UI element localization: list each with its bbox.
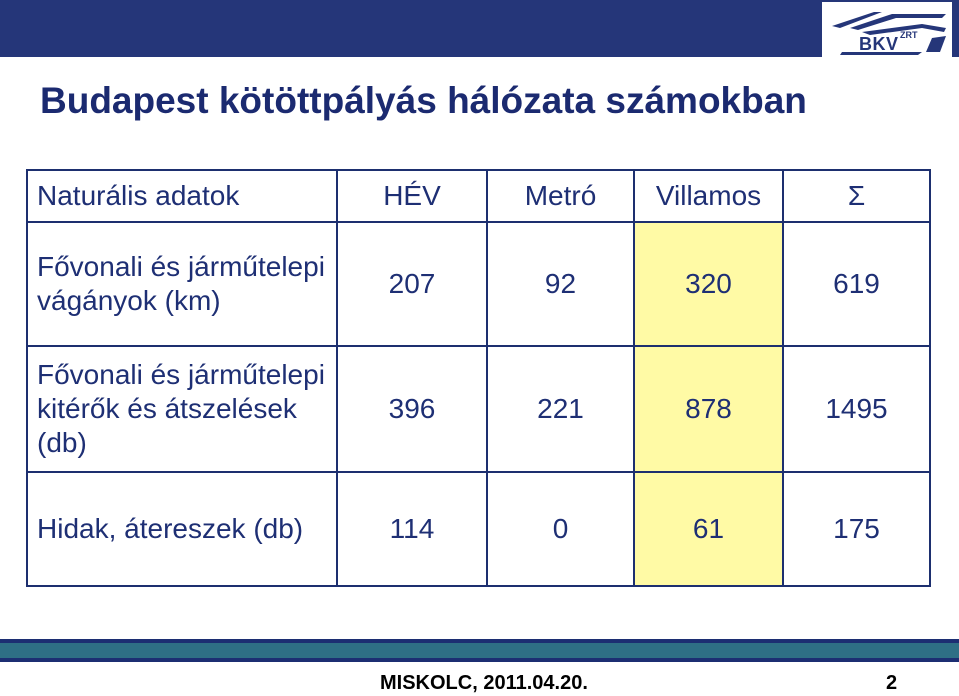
table-header-row [27, 170, 930, 222]
table-cell: 92 [487, 222, 634, 346]
logo-text: BKV [859, 34, 899, 54]
row-label: Fővonali és járműtelepi vágányok (km) [27, 222, 337, 346]
statistics-table [26, 169, 931, 587]
table-cell: 114 [337, 472, 487, 586]
header-bar [0, 0, 959, 57]
table-cell: 619 [783, 222, 930, 346]
table-cell-highlighted: 878 [634, 346, 783, 472]
row-label: Hidak, átereszek (db) [27, 472, 337, 586]
table-header-cell: Villamos [634, 170, 783, 222]
table-row [27, 472, 930, 586]
table-cell-highlighted: 61 [634, 472, 783, 586]
table-cell: 396 [337, 346, 487, 472]
table-header-cell: Metró [487, 170, 634, 222]
page-number: 2 [886, 672, 898, 694]
table-cell: 175 [783, 472, 930, 586]
footer-accent-stripe [0, 643, 959, 658]
table-cell: 207 [337, 222, 487, 346]
table-cell: 0 [487, 472, 634, 586]
table-row [27, 346, 930, 472]
page-title: Budapest kötöttpályás hálózata számokban [40, 80, 807, 121]
bkv-logo [822, 2, 952, 57]
table-cell: 1495 [783, 346, 930, 472]
footer-location-date: MISKOLC, 2011.04.20. [380, 672, 588, 694]
table-header-cell: HÉV [337, 170, 487, 222]
table-header-cell: Σ [783, 170, 930, 222]
table-row [27, 222, 930, 346]
table-header-cell: Naturális adatok [27, 170, 337, 222]
logo-superscript: ZRT [900, 30, 918, 40]
table-cell: 221 [487, 346, 634, 472]
row-label: Fővonali és járműtelepi kitérők és átszelések (db) [27, 346, 337, 472]
table-cell-highlighted: 320 [634, 222, 783, 346]
